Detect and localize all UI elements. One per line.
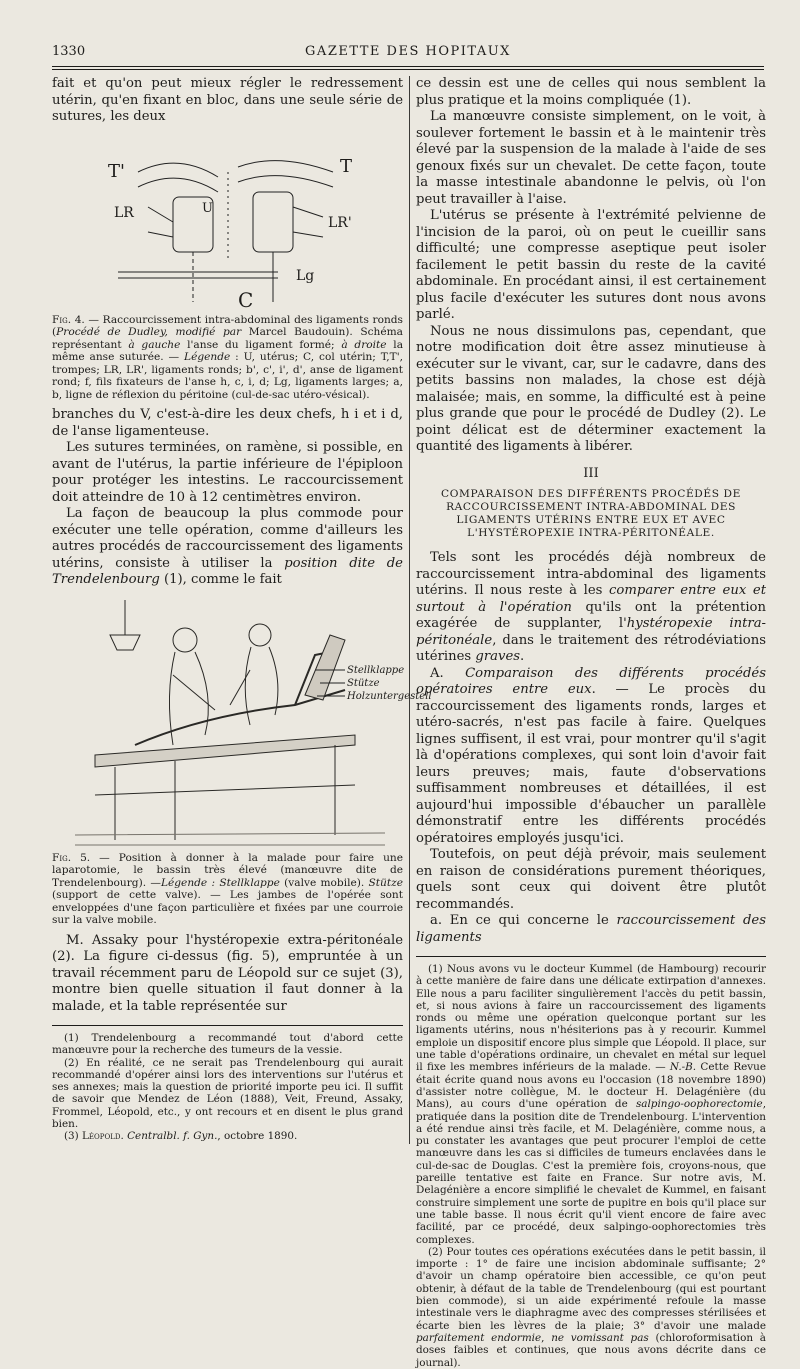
fig4-label-c: C (237, 287, 253, 312)
p5-i3: graves (475, 649, 521, 664)
fig4-label-lr: LR (113, 204, 134, 221)
p5-d: . (520, 649, 525, 664)
figure-5-engraving (55, 595, 432, 850)
fig5-caption-italic2: Stütze (368, 876, 403, 889)
note3-author: Léopold (82, 1130, 121, 1143)
figure-4-caption (52, 314, 403, 402)
right-paragraph-7: Toutefois, on peut déjà prévoir, mais seulement en raison de considérations purement théoriques, quels sont ceux qui doivent être plutôt recommandés. (416, 847, 766, 912)
rn2-a: (2) Pour toutes ces opérations exécutées dans le petit bassin, il importe : 1° de faire une incision abdominale suffisante; 2° d'avoir un champ opératoire bien accessible, ce qu'on peut obtenir, à défaut de la table de Trendelenbourg (qui est pourtant bien commode), si un aide expérimenté refoule la masse intestinale vers le diaphragme avec des compresses stérilisées et écarte bien les lèvres de la plaie; 3° d'avoir une malade (416, 1245, 766, 1332)
p6-a: A. (430, 665, 466, 681)
fig4-label-lr-prime: LR' (327, 214, 352, 231)
fig4-caption-mid2: l'anse du ligament formé; (180, 338, 342, 351)
right-footnote-1 (416, 963, 766, 1246)
fig4-caption-mid1: Marcel Baudouin). Schéma représentant (52, 326, 403, 351)
figure-4-diagram (78, 132, 378, 312)
rn1-a: (1) Nous avons vu le docteur Kummel (de Hambourg) recourir à cette manière de faire dans une délicate extirpation d'annexes. Elle nous a paru faciliter singulièrement l'accès du petit bassin, et, si nous avions à faire un raccourcissement des ligaments ronds ou même une opération quelconque portant sur les ligaments utérins, nous n'hésiterions pas à y recourir. Kummel emploie un dispositif encore plus simple que Léopold. Il place, sur une table d'opérations ordinaire, un chevalet en métal sur lequel il fixe les membres inférieurs de la malade. — (416, 963, 766, 1074)
right-paragraph-1: ce dessin est une de celles qui nous semblent la plus pratique et la moins compliquée (1). (416, 76, 766, 108)
fig4-label-lg: Lg (295, 267, 314, 284)
note3-journal: Centralbl. f. Gyn. (127, 1130, 218, 1143)
section-number: III (583, 465, 599, 481)
p6-i: Comparaison des différents procédés opératoires entre eux (416, 665, 766, 697)
left-p3-start: La façon de beaucoup la plus commode pour exécuter une telle opération, comme d'ailleurs les autres procédés de raccourcissement des ligaments utérins, consiste à utiliser la (52, 506, 403, 571)
right-paragraph-8 (416, 913, 766, 946)
figure-5-caption (52, 852, 403, 927)
p6-b: . — Le procès du raccourcissement des ligaments ronds, larges et utéro-sacrés, n'est pas facile à faire. Quelques lignes suffisent, il est vrai, pour montrer qu'il s'agit là d'opérations complexes, qui sont loin d'avoir fait leurs preuves; mais, faute d'observations suffisamment nombreuses et détaillées, il est aujourd'hui impossible d'ébaucher un parallèle démonstratif entre les différents procédés opératoires employés jusqu'ici. (416, 682, 766, 846)
fig4-caption-dash: — Raccourcissement intra-abdominal des ligaments ronds ( (52, 313, 403, 338)
page-number: 1330 (52, 44, 86, 59)
left-p3-italic: position dite de Trendelenbourg (52, 555, 403, 587)
p5-b: qu'ils ont la prétention exagérée de supplanter, l' (416, 599, 766, 631)
fig5-caption-label: Fig. 5. (52, 851, 91, 864)
p5-i1: comparer entre eux et surtout à l'opération (416, 583, 766, 615)
right-footnotes-rule (416, 956, 766, 957)
left-p3-end: (1), comme le fait (159, 572, 282, 587)
note3-end: , octobre 1890. (217, 1130, 298, 1143)
p5-c: , dans le traitement des rétrodéviations utérines (416, 632, 766, 664)
left-paragraph-4: M. Assaky pour l'hystéropexie extra-péritonéale (2). La figure ci-dessus (fig. 5), empruntée à un travail récemment paru de Léopold sur ce sujet (3), montre bien quelle situation il faut donner à la malade, et la table représentée sur (52, 932, 403, 1014)
fig4-caption-mid3: la même anse suturée. — (52, 338, 404, 363)
right-paragraph-2: La manœuvre consiste simplement, on le voit, à soulever fortement le bassin et à le maintenir très élevé par la suspension de la malade à l'aide de ses genoux fixés sur un chevalet. De cette façon, toute la masse intestinale abandonne le pelvis, où l'on peut travailler à l'aise. (416, 109, 766, 207)
rn1-c: Cette Revue était écrite quand nous avons eu l'occasion (18 novembre 1890) d'assister notre collègue, M. le docteur H. Delagénière (du Mans), au cours d'une opération de (416, 1061, 767, 1111)
fig4-label-u: U (201, 200, 213, 216)
fig5-caption-italic1: Légende : Stellklappe (160, 876, 280, 889)
left-intro-paragraph: fait et qu'on peut mieux régler le redressement utérin, qu'en fixant en bloc, dans une seule série de sutures, les deux (52, 76, 403, 124)
right-paragraph-3: L'utérus se présente à l'extrémité pelvienne de l'incision de la paroi, où on peut le cueillir sans difficulté; une compresse aseptique peut isoler facilement le petit bassin du reste de la cavité abdominale. En procédant ainsi, il est certainement plus facile d'exécuter les sutures dont nous avons parlé. (416, 208, 766, 322)
section-title: COMPARAISON DES DIFFÉRENTS PROCÉDÉS DE RACCOURCISSEMENT INTRA-ABDOMINAL DES LIGAMENTS UTÉRINS ENTRE EUX ET AVEC L'HYSTÉROPEXIE INTRA-PÉRITONÉALE. (441, 488, 741, 539)
page-header (52, 42, 764, 62)
running-title: GAZETTE DES HOPITAUX (305, 44, 511, 59)
right-column (416, 76, 766, 1369)
right-paragraph-5 (416, 550, 766, 666)
left-paragraph-2: Les sutures terminées, on ramène, si possible, en avant de l'utérus, la partie inférieure de l'épiploon pour protéger les intestins. Le raccourcissement doit atteindre de 10 à 12 centimètres environ. (52, 440, 403, 505)
figure-4 (52, 132, 403, 402)
p5-a: Tels sont les procédés déjà nombreux de raccourcissement intra-abdominal des ligaments utérins. Il nous reste à les (416, 550, 766, 598)
rn2-i2: ne vomissant pas (551, 1331, 649, 1344)
right-paragraph-4: Nous ne nous dissimulons pas, cependant, que notre modification doit être assez minutieuse à exécuter sur le vivant, car, sur le cadavre, dans des petits bassins non malades, la chose est déjà malaisée; mais, en somme, la difficulté est à peine plus grande que pour le procédé de Dudley (2). Le point délicat est de déterminer exactement la quantité des ligaments à libérer. (416, 323, 766, 454)
left-footnote-1: (1) Trendelenbourg a recommandé tout d'abord cette manœuvre pour la recherche des tumeurs de la vessie. (52, 1032, 403, 1057)
rn1-b: N.-B. (669, 1061, 697, 1074)
left-footnote-3 (52, 1130, 403, 1142)
fig5-label-stellklappe: Stellklappe (347, 664, 405, 676)
fig4-caption-italic2: à gauche (128, 338, 181, 351)
left-column (52, 76, 432, 1143)
fig5-caption-text3: (support de cette valve). — Les jambes de l'opérée sont enveloppées d'une façon particulière et fixées par une courroie sur la valve mobile. (52, 889, 403, 926)
left-footnotes-rule (52, 1025, 403, 1026)
p8-a: a. En ce qui concerne le (430, 913, 617, 928)
fig5-caption-text1: — Position à donner à la malade pour faire une laparotomie, le bassin très élevé (manœuvre dite de Trendelenbourg). — (52, 851, 403, 889)
left-paragraph-1: branches du V, c'est-à-dire les deux chefs, h i et i d, de l'anse ligamenteuse. (52, 407, 403, 439)
fig4-caption-italic4: Légende (184, 351, 231, 363)
fig5-label-holzuntergestell: Holzuntergestell (347, 690, 432, 702)
p8-i: raccourcissement des ligaments (416, 913, 766, 945)
left-paragraph-3 (52, 506, 403, 589)
p5-i2: hystéropexie intra-péritonéale (416, 616, 767, 648)
rn2-i1: parfaitement endormie (416, 1331, 542, 1344)
rn2-b: , (541, 1331, 552, 1344)
header-rule-top (52, 66, 764, 67)
note3-mid: . (120, 1130, 128, 1143)
rn1-e: , pratiquée dans la position dite de Trendelenbourg. L'intervention a été rendue ainsi très facile, et M. Delagénière, comme nous, a pu constater les avantages que peut procurer l'emploi de cette manœuvre dans les cas si difficiles de tumeurs enclavées dans le cul-de-sac de Douglas. C'est la première fois, croyons-nous, que pareille tentative est faite en France. Sur notre avis, M. Delagénière a encore simplifié le chevalet de Kummel, en faisant construire simplement une sorte de pupitre en bois qu'il place sur une table basse. Il nous écrit qu'il vient encore de faire avec facilité, par ce procédé, deux salpingo-oophorectomies très complexes. (416, 1098, 766, 1246)
column-divider (409, 76, 410, 1144)
rn1-d: salpingo-oophorectomie (635, 1098, 763, 1111)
fig5-caption-text2: (valve mobile). (279, 876, 369, 889)
rn2-c: (chloroformisation à doses faibles et continues, que nous avons décrite dans ce journal). (416, 1331, 766, 1369)
fig5-label-stutze: Stütze (347, 677, 380, 689)
fig4-label-t: T (339, 155, 352, 177)
header-rule-bottom (52, 69, 764, 70)
right-footnote-2 (416, 1246, 766, 1369)
figure-5 (52, 595, 432, 927)
fig4-caption-italic1: Procédé de Dudley, modifié par (56, 326, 242, 338)
fig4-label-t-prime: T' (107, 160, 125, 182)
left-footnote-2: (2) En réalité, ce ne serait pas Trendelenbourg qui aurait recommandé d'opérer ainsi lors des interventions sur l'utérus et ses annexes; mais la question de priorité importe peu ici. Il suffit de savoir que Mendez de Léon (1888), Veit, Freund, Assaky, Frommel, Léopold, etc., y ont recours et en disent le plus grand bien. (52, 1056, 403, 1131)
fig4-caption-italic3: à droite (341, 338, 387, 351)
fig4-caption-label: Fig. 4. (52, 313, 85, 326)
fig4-caption-end: : U, utérus; C, col utérin; T,T', trompes; LR, LR', ligaments ronds; b', c', i', d', anse de ligament rond; f, fils fixateurs de l'anse h, c, i, d; Lg, ligaments larges; a, b, ligne de réflexion du péritoine (cul-de-sac utéro-vésical). (52, 351, 403, 401)
right-paragraph-6 (416, 666, 766, 848)
note3-start: (3) (64, 1130, 83, 1143)
